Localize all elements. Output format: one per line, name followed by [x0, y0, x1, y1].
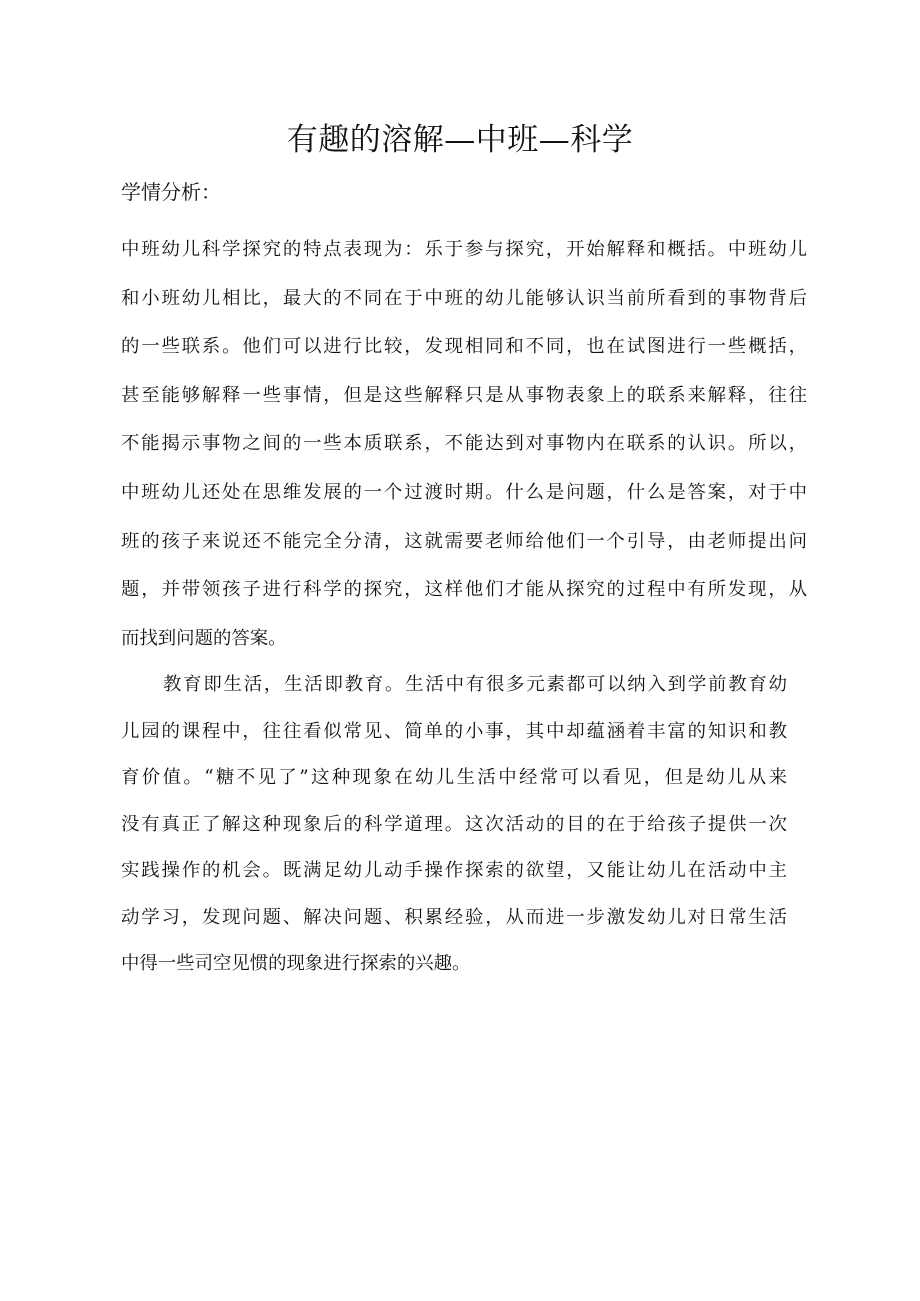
- paragraph-2-line: 中得一些司空见惯的现象进行探索的兴趣。: [121, 953, 471, 974]
- paragraph-2-line: 动学习，发现问题、解决问题、积累经验，从而进一步激发幼儿对日常生活: [121, 906, 787, 928]
- paragraph-1-line: 的一些联系。他们可以进行比较，发现相同和不同，也在试图进行一些概括，: [121, 336, 807, 358]
- paragraph-1-line: 题，并带领孩子进行科学的探究，这样他们才能从探究的过程中有所发现，从: [121, 579, 807, 601]
- paragraph-2: [121, 662, 787, 988]
- document-title: 有趣的溶解—中班—科学: [286, 122, 634, 158]
- paragraph-1: [121, 226, 807, 663]
- paragraph-2-line: 育价值。“糖不见了”这种现象在幼儿生活中经常可以看见，但是幼儿从来: [121, 767, 787, 788]
- paragraph-2-line: 实践操作的机会。既满足幼儿动手操作探索的欲望，又能让幼儿在活动中主: [121, 860, 787, 881]
- paragraph-1-line: 中班幼儿还处在思维发展的一个过渡时期。什么是问题，什么是答案，对于中: [121, 481, 807, 503]
- paragraph-1-line: 中班幼儿科学探究的特点表现为：乐于参与探究，开始解释和概括。中班幼儿: [121, 239, 807, 260]
- paragraph-2-line: 教育即生活，生活即教育。生活中有很多元素都可以纳入到学前教育幼: [163, 674, 787, 695]
- paragraph-1-line: 班的孩子来说还不能完全分清，这就需要老师给他们一个引导，由老师提出问: [121, 530, 807, 552]
- paragraph-2-line: 儿园的课程中，往往看似常见、简单的小事，其中却蕴涵着丰富的知识和教: [121, 720, 787, 742]
- section-heading: 学情分析：: [121, 180, 221, 204]
- paragraph-1-line: 而找到问题的答案。: [121, 627, 287, 649]
- paragraph-1-line: 不能揭示事物之间的一些本质联系，不能达到对事物内在联系的认识。所以，: [121, 433, 807, 455]
- paragraph-1-line: 甚至能够解释一些事情，但是这些解释只是从事物表象上的联系来解释，往往: [121, 384, 807, 406]
- paragraph-2-line: 没有真正了解这种现象后的科学道理。这次活动的目的在于给孩子提供一次: [121, 813, 787, 835]
- paragraph-1-line: 和小班幼儿相比，最大的不同在于中班的幼儿能够认识当前所看到的事物背后: [121, 287, 807, 309]
